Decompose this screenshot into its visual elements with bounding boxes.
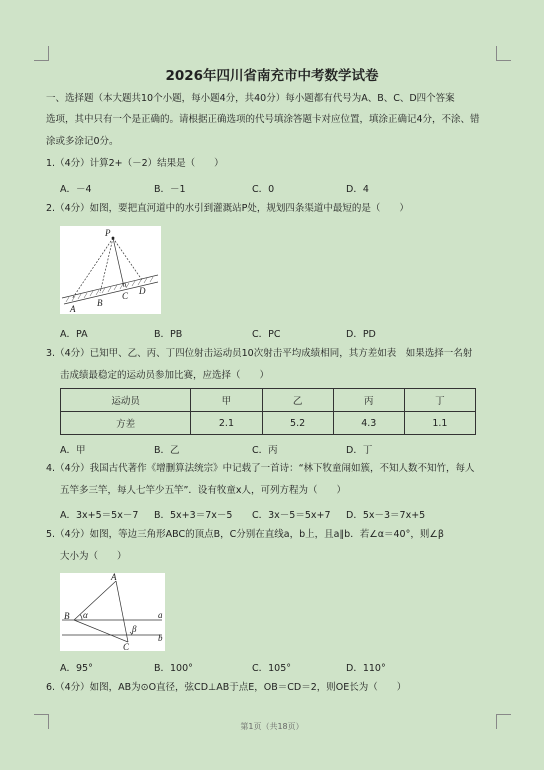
table-cell: 甲 xyxy=(191,389,262,412)
table-cell: 运动员 xyxy=(61,389,191,412)
q3-option-d: D．丁 xyxy=(346,445,373,456)
section-instruction-line-2: 选项，其中只有一个是正确的。请根据正确选项的代号填涂答题卡对应位置，填涂正确记4分，不涂、错 xyxy=(46,114,480,125)
q5-option-c: C．105° xyxy=(252,663,292,674)
q3-stem-line-2: 击成绩最稳定的运动员参加比赛，应选择（ ） xyxy=(60,370,270,381)
q4-option-a: A．3x+5＝5x－7 xyxy=(60,510,139,521)
q2-label-p: P xyxy=(105,228,111,238)
q4-stem-line-1: 4.（4分）我国古代著作《增删算法统宗》中记载了一首诗：“林下牧童闹如簇，不知人数不知竹，每人 xyxy=(46,463,475,474)
page-footer: 第1页（共18页） xyxy=(240,722,304,731)
q1-option-b: B．－1 xyxy=(154,184,186,195)
q5-label-line-a: a xyxy=(158,610,163,620)
table-row xyxy=(61,389,476,412)
table-cell: 4.3 xyxy=(333,412,404,435)
q5-option-d: D．110° xyxy=(346,663,386,674)
q2-option-d: D．PD xyxy=(346,329,376,340)
q4-stem-line-2: 五竿多三竿，每人七竿少五竿”．设有牧童x人，可列方程为（ ） xyxy=(60,485,347,496)
q2-figure xyxy=(60,226,161,314)
q2-label-b: B xyxy=(97,298,103,308)
q3-option-c: C．丙 xyxy=(252,445,278,456)
table-cell: 方差 xyxy=(61,412,191,435)
q4-option-b: B．5x+3＝7x－5 xyxy=(154,510,233,521)
section-instruction-line-3: 涂或多涂记0分。 xyxy=(46,136,119,147)
q1-option-d: D．4 xyxy=(346,184,369,195)
q2-option-a: A．PA xyxy=(60,329,88,340)
q5-label-line-b: b xyxy=(158,633,163,643)
q5-option-b: B．100° xyxy=(154,663,193,674)
q5-label-c: C xyxy=(123,642,130,651)
table-cell: 5.2 xyxy=(262,412,333,435)
q1-option-a: A．－4 xyxy=(60,184,92,195)
table-cell: 丙 xyxy=(333,389,404,412)
q5-stem-line-2: 大小为（ ） xyxy=(60,551,127,562)
q4-option-d: D．5x－3＝7x+5 xyxy=(346,510,426,521)
page-title: 2026年四川省南充市中考数学试卷 xyxy=(165,68,379,84)
q1-stem: 1.（4分）计算2+（－2）结果是（ ） xyxy=(46,158,224,169)
q2-stem: 2.（4分）如图，要把直河道中的水引到灌溉站P处，规划四条渠道中最短的是（ ） xyxy=(46,203,409,214)
q5-stem-line-1: 5.（4分）如图，等边三角形ABC的顶点B，C分别在直线a，b上，且a∥b．若∠α＝40°，则∠β xyxy=(46,529,444,540)
variance-table xyxy=(60,388,476,435)
q2-label-a: A xyxy=(70,304,76,314)
section-instruction-line-1: 一、选择题（本大题共10个小题，每小题4分，共40分）每小题都有代号为A、B、C、D四个答案 xyxy=(46,93,455,104)
q3-option-a: A．甲 xyxy=(60,445,86,456)
q6-stem: 6.（4分）如图，AB为⊙O直径，弦CD⊥AB于点E，OB＝CD＝2，则OE长为（ ） xyxy=(46,682,407,693)
q3-option-b: B．乙 xyxy=(154,445,180,456)
q5-label-beta: β xyxy=(132,624,137,634)
q2-option-c: C．PC xyxy=(252,329,281,340)
q5-figure xyxy=(60,573,165,651)
q5-label-alpha: α xyxy=(83,610,88,620)
crop-mark-top-right xyxy=(496,46,511,61)
table-cell: 2.1 xyxy=(191,412,262,435)
q2-label-c: C xyxy=(122,291,129,301)
q4-option-c: C．3x－5＝5x+7 xyxy=(252,510,331,521)
q5-option-a: A．95° xyxy=(60,663,93,674)
q5-label-b: B xyxy=(64,611,70,621)
table-row xyxy=(61,412,476,435)
q1-option-c: C．0 xyxy=(252,184,275,195)
q3-stem-line-1: 3.（4分）已知甲、乙、丙、丁四位射击运动员10次射击平均成绩相同，其方差如表 如果选择一名射 xyxy=(46,348,473,359)
table-cell: 丁 xyxy=(404,389,475,412)
table-cell: 乙 xyxy=(262,389,333,412)
crop-mark-top-left xyxy=(34,46,49,61)
q5-label-a: A xyxy=(111,573,117,582)
q2-option-b: B．PB xyxy=(154,329,183,340)
q2-label-d: D xyxy=(139,286,146,296)
table-cell: 1.1 xyxy=(404,412,475,435)
